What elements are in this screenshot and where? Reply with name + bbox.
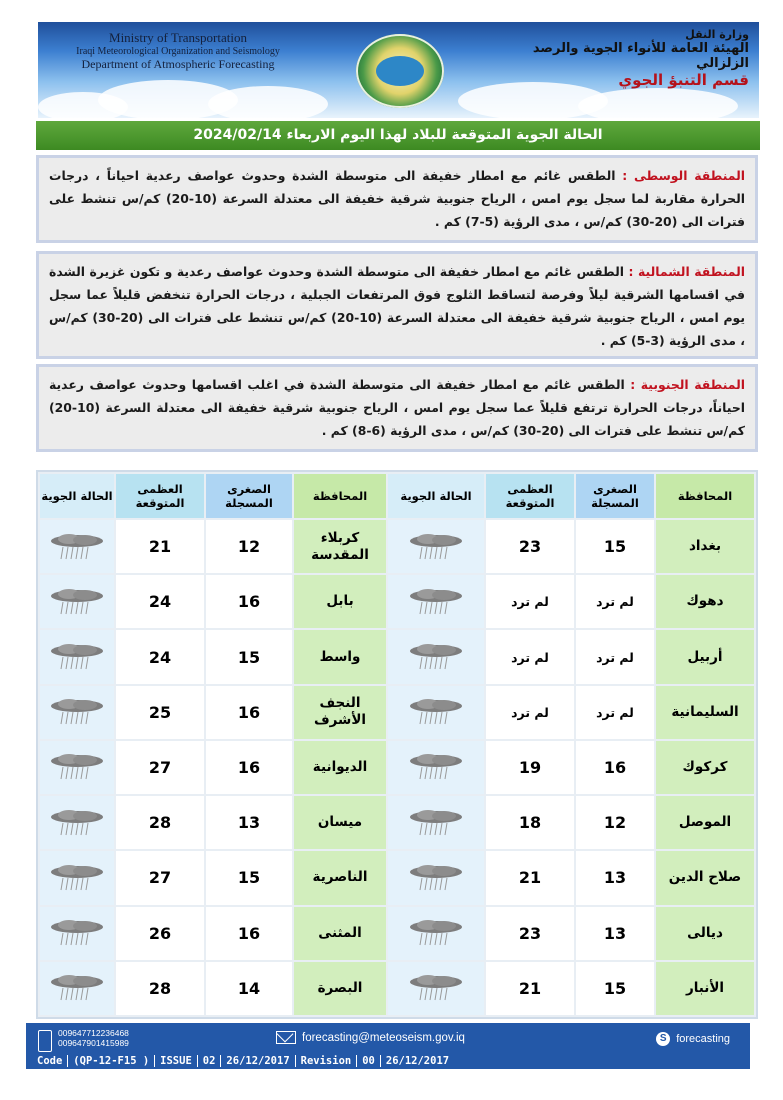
min-temp-cell: 13 xyxy=(576,907,654,960)
region-text: الطقس غائم مع امطار خفيفة الى متوسطة الشدة وحدوث عواصف رعدية احياناً ، درجات الحرارة مقاربة لما سجل يوم امس ، الرياح جنوبية شرقية خفيفة الى معتدلة السرعة (10-20) كم/س تنشط على فترات الى (20-30) كم/س ، مدى الرؤية (5-7) كم . xyxy=(49,168,745,229)
org-name-en: Iraqi Meteorological Organization and Seismology xyxy=(76,46,280,57)
org-name-ar: الهيئة العامة للأنواء الجوية والرصد الزلزالي xyxy=(532,41,749,71)
code-label: Code xyxy=(32,1055,68,1067)
min-temp-cell: 16 xyxy=(206,575,292,628)
governorate-cell: الناصرية xyxy=(294,851,386,904)
max-temp-cell: 19 xyxy=(486,741,574,794)
min-temp-cell: 16 xyxy=(576,741,654,794)
max-temp-cell: 25 xyxy=(116,686,204,739)
email-address: forecasting@meteoseism.gov.iq xyxy=(302,1031,465,1044)
governorate-cell: أربيل xyxy=(656,630,754,683)
governorate-cell: ديالى xyxy=(656,907,754,960)
cloud-decor xyxy=(208,86,328,118)
rain-cloud-icon xyxy=(47,808,107,838)
header-english xyxy=(48,30,308,72)
organization-logo xyxy=(356,34,444,108)
revision-value: 00 xyxy=(357,1055,381,1067)
max-temp-cell: 21 xyxy=(486,851,574,904)
min-temp-cell: 16 xyxy=(206,686,292,739)
min-temp-cell: 12 xyxy=(576,796,654,849)
min-temp-cell: 14 xyxy=(206,962,292,1015)
rain-cloud-icon xyxy=(406,808,466,838)
rain-cloud-icon xyxy=(406,697,466,727)
condition-cell xyxy=(388,575,484,628)
rain-cloud-icon xyxy=(47,973,107,1003)
governorate-cell: بغداد xyxy=(656,520,754,573)
governorate-cell: المثنى xyxy=(294,907,386,960)
ministry-name-ar: وزارة النقل xyxy=(685,28,749,41)
governorate-cell: واسط xyxy=(294,630,386,683)
cloud-decor xyxy=(578,88,738,118)
min-temp-cell: 15 xyxy=(206,630,292,683)
governorate-cell: الديوانية xyxy=(294,741,386,794)
region-text: الطقس غائم مع امطار خفيفة الى متوسطة الشدة في اغلب اقسامها وحدوث عواصف رعدية احياناً، درجات الحرارة ترتفع قليلاً عما سجل يوم امس ، الرياح جنوبية شرقية خفيفة الى معتدلة السرعة (10-20) كم/س تنشط على فترات الى (20-30) كم/س ، مدى الرؤية (6-8) كم . xyxy=(49,377,745,438)
governorate-cell: الموصل xyxy=(656,796,754,849)
min-temp-cell: 16 xyxy=(206,741,292,794)
max-temp-cell: 21 xyxy=(486,962,574,1015)
max-temp-cell: 24 xyxy=(116,630,204,683)
min-temp-cell: لم ترد xyxy=(576,686,654,739)
region-text: الطقس غائم مع امطار خفيفة الى متوسطة الشدة وحدوث عواصف رعدية و تكون غزيرة الشدة في اقسامها الشرقية ليلاً وفرصة لتساقط الثلوج فوق المرتفعات الجبلية ، درجات الحرارة تنخفض قليلاً عما سجل يوم امس ، الرياح جنوبية شرقية خفيفة الى معتدلة السرعة (10-20) كم/س تنشط على فترات الى (20-30) كم/س ، مدى الرؤية (3-5) كم . xyxy=(49,264,745,348)
max-temp-cell: لم ترد xyxy=(486,630,574,683)
header-governorate: المحافظة xyxy=(656,474,754,518)
condition-cell xyxy=(388,686,484,739)
header-arabic xyxy=(519,28,749,89)
max-temp-cell: 23 xyxy=(486,520,574,573)
governorate-cell: بابل xyxy=(294,575,386,628)
region-name: المنطقة الوسطى : xyxy=(622,168,745,183)
rain-cloud-icon xyxy=(406,918,466,948)
header-max-temp: العظمى المتوقعة xyxy=(486,474,574,518)
region-north xyxy=(36,251,758,359)
max-temp-cell: 27 xyxy=(116,851,204,904)
min-temp-cell: 15 xyxy=(206,851,292,904)
header-condition: الحالة الجوية xyxy=(40,474,114,518)
max-temp-cell: لم ترد xyxy=(486,575,574,628)
min-temp-cell: لم ترد xyxy=(576,630,654,683)
header-max-temp: العظمى المتوقعة xyxy=(116,474,204,518)
rain-cloud-icon xyxy=(406,642,466,672)
rain-cloud-icon xyxy=(406,863,466,893)
dept-name-en: Department of Atmospheric Forecasting xyxy=(81,57,275,71)
min-temp-cell: 15 xyxy=(576,962,654,1015)
max-temp-cell: 28 xyxy=(116,796,204,849)
rain-cloud-icon xyxy=(47,918,107,948)
phone-1: 009647712236468 xyxy=(58,1028,129,1038)
governorate-cell: السليمانية xyxy=(656,686,754,739)
condition-cell xyxy=(40,962,114,1015)
issue-value: 02 xyxy=(198,1055,222,1067)
max-temp-cell: 28 xyxy=(116,962,204,1015)
header-min-temp: الصغرى المسجلة xyxy=(206,474,292,518)
min-temp-cell: 15 xyxy=(576,520,654,573)
max-temp-cell: 27 xyxy=(116,741,204,794)
issue-date: 26/12/2017 xyxy=(221,1055,295,1067)
issue-label: ISSUE xyxy=(155,1055,198,1067)
skype-name: forecasting xyxy=(676,1033,730,1045)
condition-cell xyxy=(40,520,114,573)
governorate-cell: النجف الأشرف xyxy=(294,686,386,739)
max-temp-cell: 23 xyxy=(486,907,574,960)
condition-cell xyxy=(388,962,484,1015)
condition-cell xyxy=(40,851,114,904)
cloud-decor xyxy=(38,92,128,118)
governorate-cell: كركوك xyxy=(656,741,754,794)
condition-cell xyxy=(40,630,114,683)
phone-icon xyxy=(38,1030,52,1052)
condition-cell xyxy=(388,907,484,960)
phone-2: 009647901415989 xyxy=(58,1038,129,1048)
revision-label: Revision xyxy=(296,1055,358,1067)
condition-cell xyxy=(40,741,114,794)
email-contact xyxy=(276,1031,465,1044)
rain-cloud-icon xyxy=(406,587,466,617)
min-temp-cell: 13 xyxy=(576,851,654,904)
ministry-name-en: Ministry of Transportation xyxy=(109,30,247,45)
header-banner xyxy=(38,22,759,118)
document-code-line xyxy=(32,1055,744,1067)
governorate-cell: البصرة xyxy=(294,962,386,1015)
rain-cloud-icon xyxy=(47,752,107,782)
condition-cell xyxy=(388,520,484,573)
region-central xyxy=(36,155,758,243)
governorate-cell: دهوك xyxy=(656,575,754,628)
logo-emblem xyxy=(376,56,424,86)
rain-cloud-icon xyxy=(406,973,466,1003)
max-temp-cell: 21 xyxy=(116,520,204,573)
condition-cell xyxy=(40,575,114,628)
min-temp-cell: 12 xyxy=(206,520,292,573)
region-name: المنطقة الشمالية : xyxy=(628,264,745,279)
min-temp-cell: 16 xyxy=(206,907,292,960)
skype-contact xyxy=(656,1032,730,1046)
rain-cloud-icon xyxy=(47,863,107,893)
phone-numbers xyxy=(40,1028,129,1048)
region-name: المنطقة الجنوبية : xyxy=(630,377,745,392)
max-temp-cell: لم ترد xyxy=(486,686,574,739)
skype-icon: S xyxy=(656,1032,670,1046)
governorate-cell: الأنبار xyxy=(656,962,754,1015)
condition-cell xyxy=(388,630,484,683)
rain-cloud-icon xyxy=(47,697,107,727)
condition-cell xyxy=(40,796,114,849)
rain-cloud-icon xyxy=(47,532,107,562)
governorate-cell: صلاح الدين xyxy=(656,851,754,904)
condition-cell xyxy=(40,686,114,739)
rain-cloud-icon xyxy=(47,642,107,672)
governorate-cell: ميسان xyxy=(294,796,386,849)
min-temp-cell: لم ترد xyxy=(576,575,654,628)
revision-date: 26/12/2017 xyxy=(385,1055,450,1067)
mail-icon xyxy=(276,1031,296,1044)
header-condition: الحالة الجوية xyxy=(388,474,484,518)
rain-cloud-icon xyxy=(406,532,466,562)
condition-cell xyxy=(388,741,484,794)
code-value: (QP-12-F15 ) xyxy=(68,1055,155,1067)
max-temp-cell: 18 xyxy=(486,796,574,849)
footer xyxy=(26,1023,750,1069)
rain-cloud-icon xyxy=(406,752,466,782)
region-south xyxy=(36,364,758,452)
header-min-temp: الصغرى المسجلة xyxy=(576,474,654,518)
forecast-table xyxy=(36,470,758,1019)
max-temp-cell: 26 xyxy=(116,907,204,960)
condition-cell xyxy=(388,796,484,849)
page-title: الحالة الجوية المتوقعة للبلاد لهذا اليوم الاربعاء 2024/02/14 xyxy=(36,121,760,150)
governorate-cell: كربلاء المقدسة xyxy=(294,520,386,573)
header-governorate: المحافظة xyxy=(294,474,386,518)
dept-name-ar: قسم التنبؤ الجوي xyxy=(618,71,749,89)
min-temp-cell: 13 xyxy=(206,796,292,849)
max-temp-cell: 24 xyxy=(116,575,204,628)
rain-cloud-icon xyxy=(47,587,107,617)
condition-cell xyxy=(40,907,114,960)
condition-cell xyxy=(388,851,484,904)
